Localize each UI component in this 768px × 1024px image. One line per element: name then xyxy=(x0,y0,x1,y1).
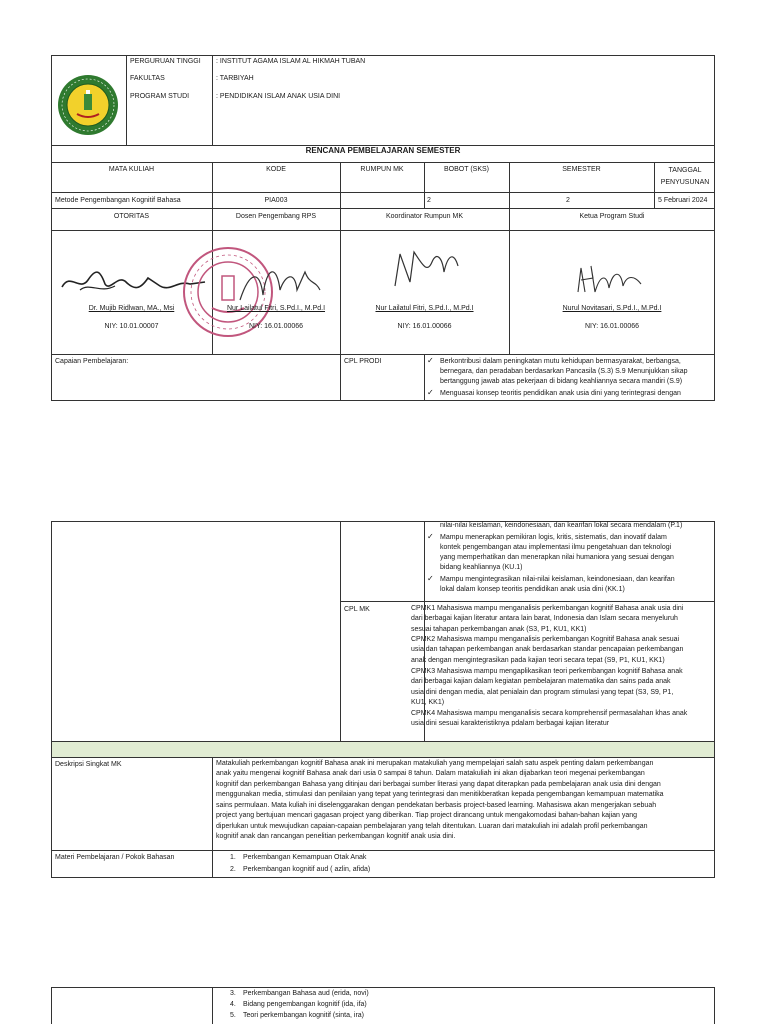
materi-label: Materi Pembelajaran / Pokok Bahasan xyxy=(55,854,175,861)
dosen-name: Nur Lailatul Fitri, S.Pd.I., M.Pd.I xyxy=(226,305,326,312)
koordinator-name: Nur Lailatul Fitri, S.Pd.I., M.Pd.I xyxy=(375,305,474,312)
materi-item: Perkembangan Bahasa aud (erida, novi) xyxy=(243,990,369,997)
course-kode: PIA003 xyxy=(264,197,288,204)
cpmk-line: usia dan tahapan perkembangan anak berdasarkan standar pencapaian perkembangan xyxy=(411,646,684,653)
cpmk-line: anak dengan mengintegrasikan pada kajian teori secara tepat (S9, P1, KU1, KK1) xyxy=(411,657,665,664)
cpmk-line: CPMK3 Mahasiswa mampu mengaplikasikan teori perkembangan kognitif Bahasa anak xyxy=(411,668,683,675)
materi-item: Perkembangan Kemampuan Otak Anak xyxy=(243,854,367,861)
col-tanggal: TANGGAL PENYUSUNAN xyxy=(660,167,710,186)
capaian-label: Capaian Pembelajaran: xyxy=(55,358,129,365)
cpmk-line: dari berbagai kajian literatur antara lain barat, Indonesia dan Islam secara menyeluruh xyxy=(411,615,678,622)
header-value-program: : PENDIDIKAN ISLAM ANAK USIA DINI xyxy=(216,93,341,100)
rector-niy: NIY: 10.01.00007 xyxy=(104,323,159,330)
col-mata-kuliah: MATA KULIAH xyxy=(108,166,155,173)
col-bobot: BOBOT (SKS) xyxy=(444,166,489,173)
materi-num: 1. xyxy=(230,854,236,861)
deskripsi-line: sains permulaan. Mata kuliah ini diselenggarakan dengan pendekatan berbasis project-based learning. Mahasiswa akan mengerjakan sebuah xyxy=(216,802,657,809)
materi-item: Teori perkembangan kognitif (sinta, ira) xyxy=(243,1012,365,1019)
cpmk-line: CPMK1 Mahasiswa mampu menganalisis perkembangan kognitif Bahasa anak usia dini xyxy=(411,605,684,612)
deskripsi-line: project yang bertujuan mencari gagasan project yang diberikan. Tiap project dirancang untuk mengakomodasi bahan-bahan kajian yang xyxy=(216,812,638,819)
header-label-university: PERGURUAN TINGGI xyxy=(130,58,201,65)
cpl-prodi-2-line1: Menguasai konsep teoritis pendidikan anak usia dini yang terintegrasi dengan xyxy=(440,390,681,397)
koordinator-niy: NIY: 16.01.00066 xyxy=(397,323,452,330)
materi-num: 2. xyxy=(230,866,236,873)
section-band xyxy=(52,742,714,757)
check-icon: ✓ xyxy=(427,574,434,583)
authority-ketua: Ketua Program Studi xyxy=(579,213,645,220)
materi-num: 4. xyxy=(230,1001,236,1008)
institution-logo xyxy=(57,74,119,136)
cpl-mk-label: CPL MK xyxy=(344,606,370,613)
header-value-faculty: : TARBIYAH xyxy=(216,75,254,82)
materi-num: 3. xyxy=(230,990,236,997)
course-tanggal: 5 Februari 2024 xyxy=(658,197,708,204)
header-label-program: PROGRAM STUDI xyxy=(130,93,190,100)
cpmk-line: usia dini sesuai karakteristiknya pdalam berbagai kajian literatur xyxy=(411,720,610,727)
cpl-prodi-1-line1: Berkontribusi dalam peningkatan mutu kehidupan bermasyarakat, berbangsa, xyxy=(440,358,681,365)
course-semester: 2 xyxy=(566,197,570,204)
deskripsi-line: menggunakan media, stimulasi dan penilaian yang tepat yang terintegrasi dan menitikberatkan kepada pengembangan kemampuan matematika xyxy=(216,791,664,798)
check-icon: ✓ xyxy=(427,356,434,365)
authority-dosen: Dosen Pengembang RPS xyxy=(235,213,317,220)
deskripsi-line: Matakuliah perkembangan kognitif Bahasa anak ini merupakan matakuliah yang mempelajari salah satu aspek penting dalam perkembangan xyxy=(216,760,654,767)
authority-koordinator: Koordinator Rumpun MK xyxy=(385,213,464,220)
cpmk-line: dari berbagai kajian dalam kegiatan pembelajaran matematika dan sains pada anak xyxy=(411,678,671,685)
cpmk-line: usia dini dengan media, alat penialain dan program stimulasi yang tepat (S3, S9, P1, xyxy=(411,689,674,696)
authority-otoritas: OTORITAS xyxy=(113,213,150,220)
signature-ketua xyxy=(575,262,645,303)
deskripsi-label: Deskripsi Singkat MK xyxy=(55,761,122,768)
col-semester: SEMESTER xyxy=(562,166,601,173)
cpmk-line: sesuai tahapan perkembangan anak (S3, P1, KU1, KK1) xyxy=(411,626,587,633)
check-icon: ✓ xyxy=(427,388,434,397)
deskripsi-line: anak yaitu mengenai kognitif Bahasa anak dari usia 0 sampai 8 tahun. Dalam matakuliah ini akan dijabarkan teori megenai perkembangan xyxy=(216,770,645,777)
col-kode: KODE xyxy=(266,166,286,173)
deskripsi-line: diperlukan untuk mewujudkan capaian-capaian pembelajaran yang telah ditentukan. Luaran dari matakuliah ini adalah profil perkembangan xyxy=(216,823,648,830)
deskripsi-line: kognitif anak dan rancangan penelitian perkembangan kognitif anak usia dini. xyxy=(216,833,456,840)
cpmk-line: CPMK4 Mahasiswa mampu menganalisis secara komprehensif permasalahan khas anak xyxy=(411,710,688,717)
cpl-prodi-label: CPL PRODI xyxy=(344,358,382,365)
header-value-university: : INSTITUT AGAMA ISLAM AL HIKMAH TUBAN xyxy=(216,58,366,65)
cpl-prodi-1-line2: bernegara, dan peradaban berdasarkan Pancasila (S.3) S.9 Menunjukkan sikap xyxy=(440,368,688,375)
header-label-faculty: FAKULTAS xyxy=(130,75,165,82)
course-bobot: 2 xyxy=(427,197,431,204)
page1-table xyxy=(51,55,715,401)
ketua-niy: NIY: 16.01.00066 xyxy=(584,323,640,330)
cpmk-line: KU1, KK1) xyxy=(411,699,445,706)
ketua-name: Nurul Novitasari, S.Pd.I., M.Pd.I xyxy=(562,305,662,312)
cpl-prodi-1-line3: bertanggung jawab atas pekerjaan di bidang keahliannya secara mandiri (S.9) xyxy=(440,378,683,385)
page3-table xyxy=(51,987,715,1024)
col-rumpun: RUMPUN MK xyxy=(360,166,404,173)
rector-name: Dr. Mujib Ridlwan, MA., Msi xyxy=(88,305,175,312)
cpl-prodi-2-line2: nilai-nilai keislaman, keindonesiaan, dan kearifan lokal secara mendalam (P.1) xyxy=(440,522,683,529)
dosen-niy: NIY: 16.01.00066 xyxy=(248,323,304,330)
materi-num: 5. xyxy=(230,1012,236,1019)
cpl-prodi-4-line1: Mampu mengintegrasikan nilai-nilai keislaman, keindonesiaan, dan kearifan xyxy=(440,576,675,583)
cpl-prodi-3-line4: bidang keahliannya (KU.1) xyxy=(440,564,523,571)
rps-title: RENCANA PEMBELAJARAN SEMESTER xyxy=(305,146,461,155)
signature-koordinator xyxy=(392,244,462,299)
check-icon: ✓ xyxy=(427,532,434,541)
course-name: Metode Pengembangan Kognitif Bahasa xyxy=(55,197,181,204)
cpmk-line: CPMK2 Mahasiswa mampu menganalisis perkembangan Kognitif Bahasa anak sesuai xyxy=(411,636,680,643)
cpl-prodi-3-line2: kontek pengembangan atau implementasi ilmu pengetahuan dan teknologi xyxy=(440,544,672,551)
cpl-prodi-3-line1: Mampu menerapkan pemikiran logis, kritis, sistematis, dan inovatif dalam xyxy=(440,534,667,541)
cpl-prodi-3-line3: yang memperhatikan dan menerapkan nilai humaniora yang sesuai dengan xyxy=(440,554,674,561)
cpl-prodi-4-line2: lokal dalam konsep teoritis pendidikan anak usia dini (KK.1) xyxy=(440,586,625,593)
materi-item: Bidang pengembangan kognitif (ida, ifa) xyxy=(243,1001,367,1008)
deskripsi-line: kognitif dan perkembangan Bahasa yang ditinjau dari berbagai sumber literasi yang dapat diterapkan pada pembelajaran anak usia dini dengan xyxy=(216,781,661,788)
materi-item: Perkembangan kognitif aud ( azlin, afida) xyxy=(243,866,371,873)
